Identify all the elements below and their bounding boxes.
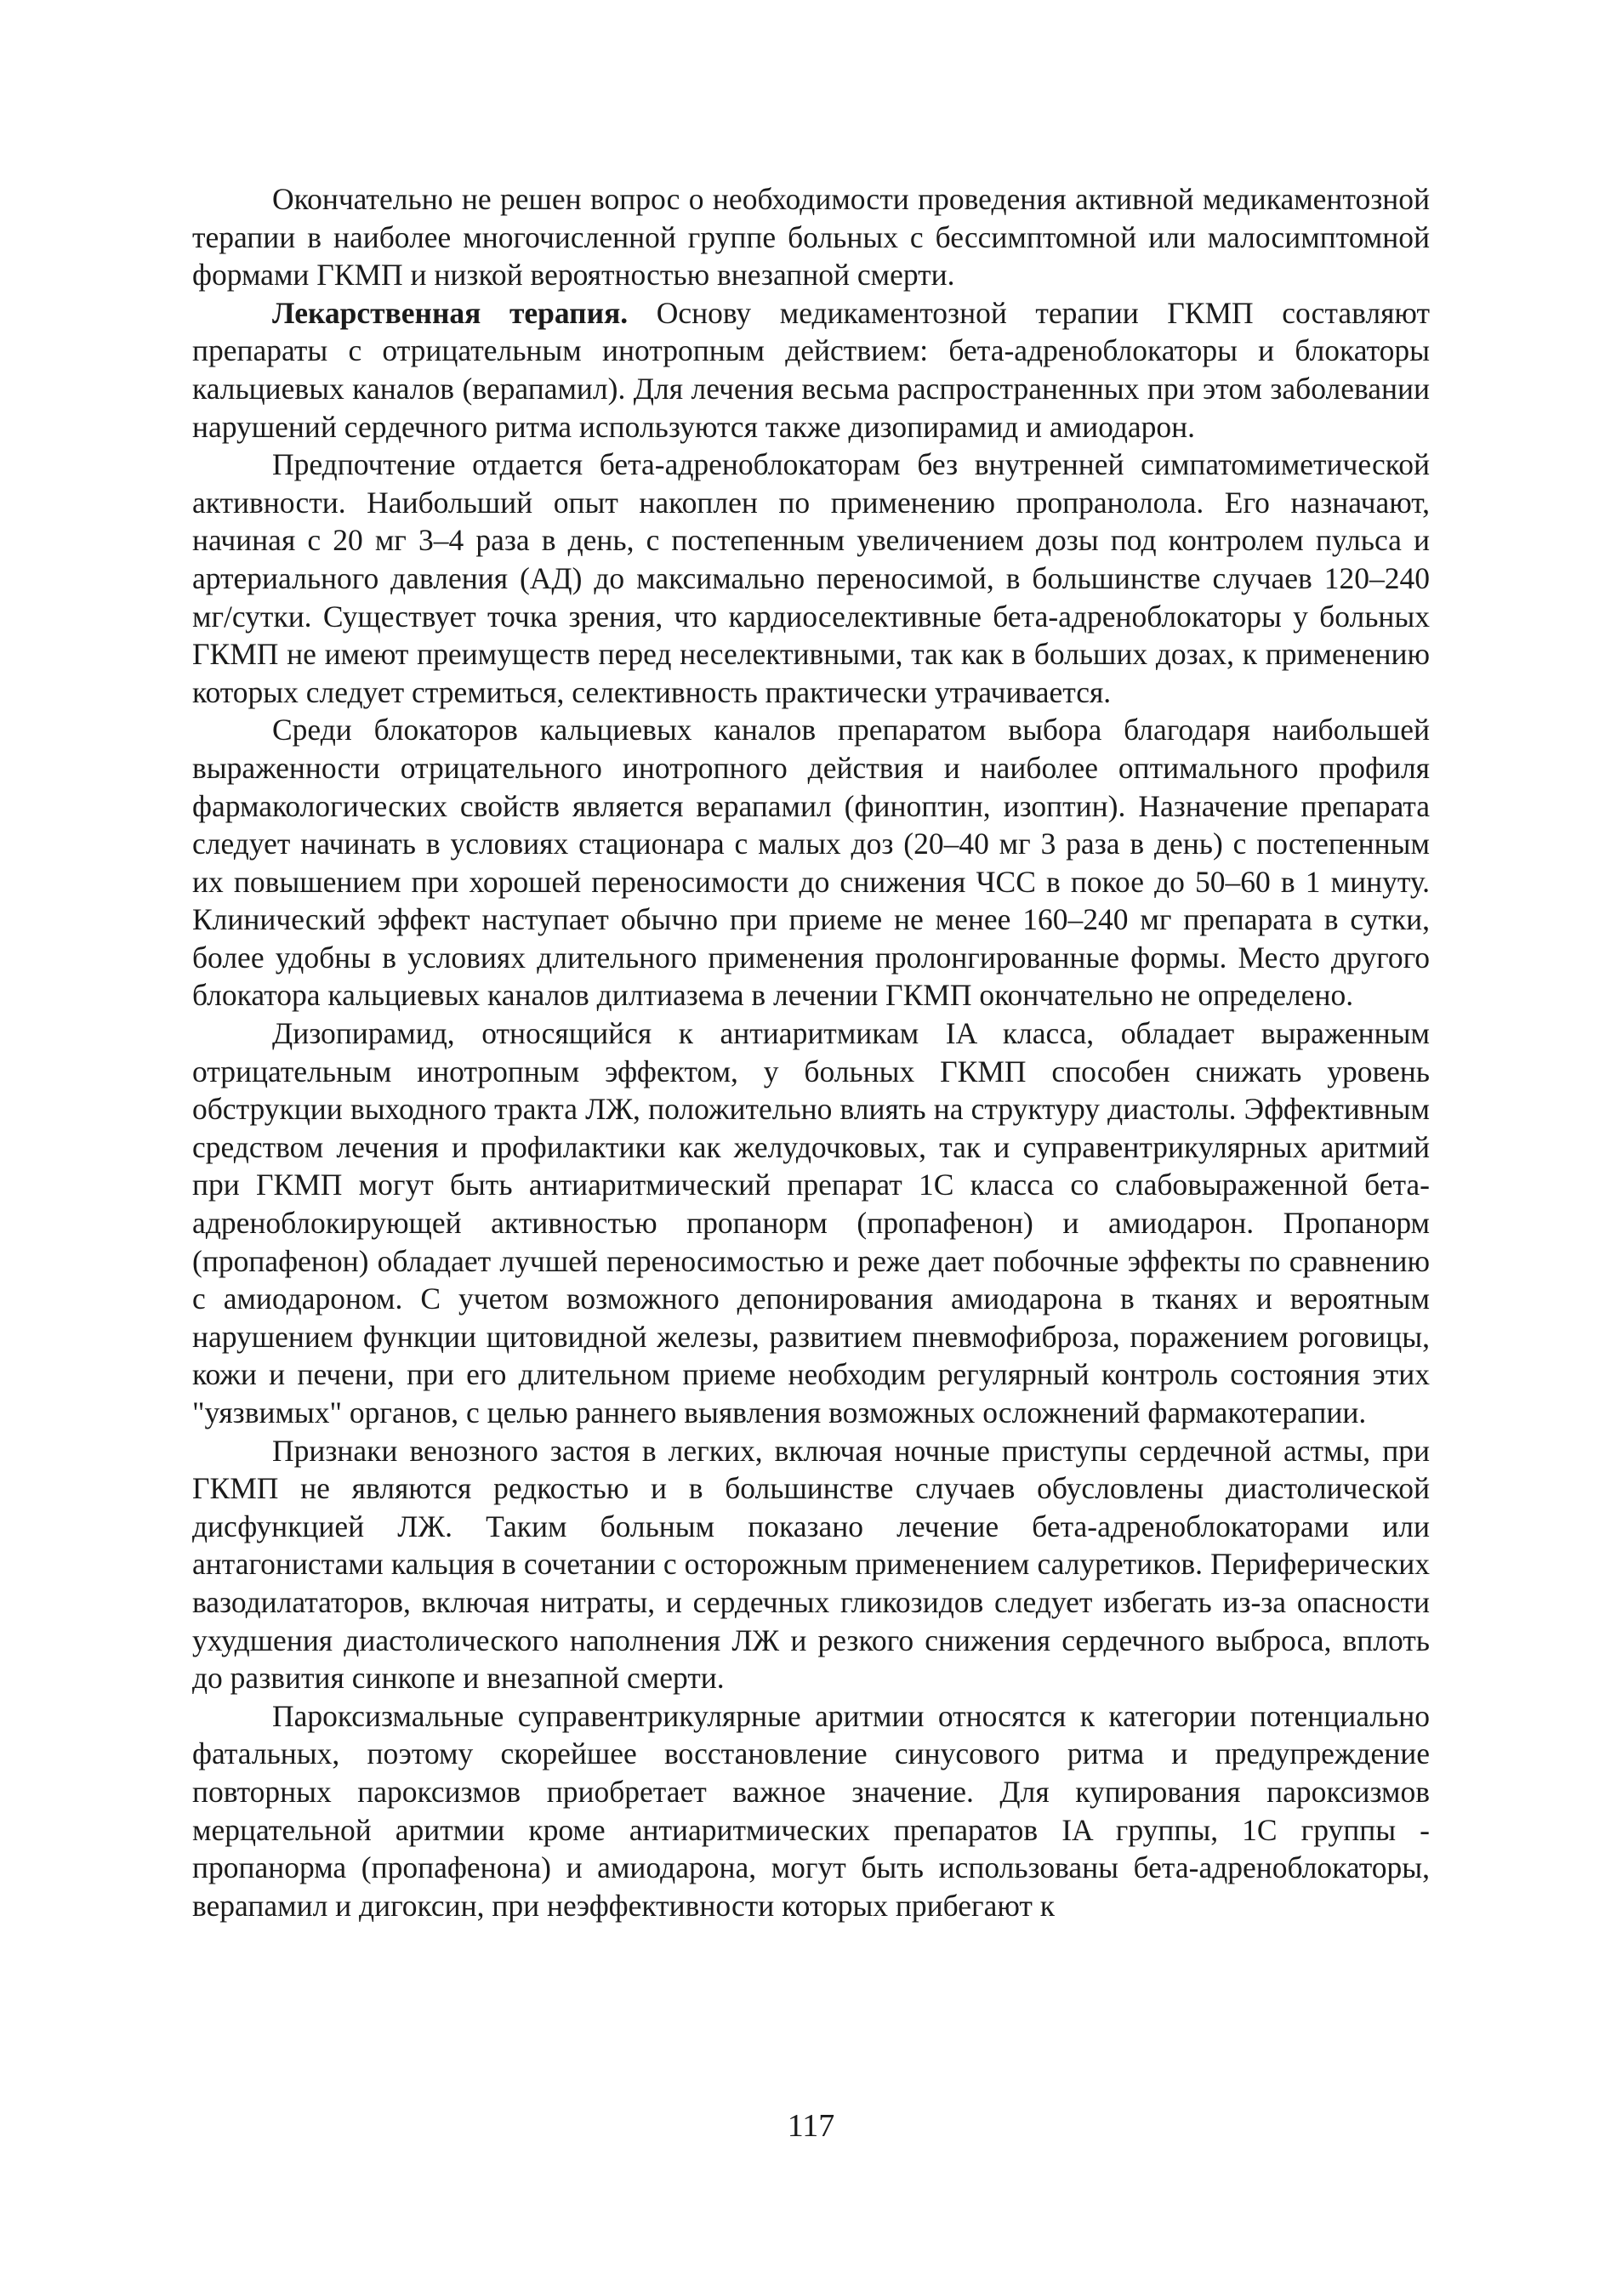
paragraph-7-text: Пароксизмальные суправентрикулярные аритмии относятся к категории потенциально фатальных, поэтому скорейшее восстановление синусового ритма и предупреждение повторных пароксизмов приобретает важное значение. Для купирования пароксизмов мерцательной аритмии кроме антиаритмических препаратов IA группы, 1С группы - пропанорма (пропафенона) и амиодарона, могут быть использованы бета-адреноблокаторы, верапамил и дигоксин, при неэффективности которых прибегают к (192, 1698, 1430, 1923)
paragraph-2 (192, 294, 1430, 446)
page-number: 117 (787, 2108, 835, 2144)
paragraph-1-text: Окончательно не решен вопрос о необходимости проведения активной медикаментозной терапии в наиболее многочисленной группе больных с бессимптомной или малосимптомной формами ГКМП и низкой вероятностью внезапной смерти. (192, 182, 1430, 293)
paragraph-6 (192, 1432, 1430, 1697)
paragraph-6-text: Признаки венозного застоя в легких, включая ночные приступы сердечной астмы, при ГКМП не являются редкостью и в большинстве случаев обусловлены диастолической дисфункцией ЛЖ. Таким больным показано лечение бета-адреноблокаторами или антагонистами кальция в сочетании с осторожным применением салуретиков. Периферических вазодилататоров, включая нитраты, и сердечных гликозидов следует избегать из-за опасности ухудшения диастолического наполнения ЛЖ и резкого снижения сердечного выброса, вплоть до развития синкопе и внезапной смерти. (192, 1433, 1430, 1696)
body-text (192, 180, 1430, 1924)
paragraph-3-text: Предпочтение отдается бета-адреноблокаторам без внутренней симпатомиметической активности. Наибольший опыт накоплен по применению пропранолола. Его назначают, начиная с 20 мг 3–4 раза в день, с постепенным увеличением дозы под контролем пульса и артериального давления (АД) до максимально переносимой, в большинстве случаев 120–240 мг/сутки. Существует точка зрения, что кардиоселективные бета-адреноблокаторы у больных ГКМП не имеют преимуществ перед неселективными, так как в больших дозах, к применению которых следует стремиться, селективность практически утрачивается. (192, 447, 1430, 709)
paragraph-5-text: Дизопирамид, относящийся к антиаритмикам IA класса, обладает выраженным отрицательным инотропным эффектом, у больных ГКМП способен снижать уровень обструкции выходного тракта ЛЖ, положительно влиять на структуру диастолы. Эффективным средством лечения и профилактики как желудочковых, так и суправентрикулярных аритмий при ГКМП могут быть антиаритмический препарат 1С класса со слабовыраженной бета-адреноблокирующей активностью пропанорм (пропафенон) и амиодарон. Пропанорм (пропафенон) обладает лучшей переносимостью и реже дает побочные эффекты по сравнению с амиодароном. С учетом возможного депонирования амиодарона в тканях и вероятным нарушением функции щитовидной железы, развитием пневмофиброза, поражением роговицы, кожи и печени, при его длительном приеме необходим регулярный контроль состояния этих "уязвимых" органов, с целью раннего выявления возможных осложнений фармакотерапии. (192, 1016, 1430, 1429)
paragraph-2-text: Основу медикаментозной терапии ГКМП составляют препараты с отрицательным инотропным действием: бета-адреноблокаторы и блокаторы кальциевых каналов (верапамил). Для лечения весьма распространенных при этом заболевании нарушений сердечного ритма используются также дизопирамид и амиодарон. (192, 295, 1431, 444)
paragraph-5 (192, 1014, 1430, 1432)
section-heading-drug-therapy: Лекарственная терапия. (272, 295, 629, 330)
paragraph-3 (192, 446, 1430, 711)
paragraph-7 (192, 1697, 1430, 1925)
paragraph-4-text: Среди блокаторов кальциевых каналов препаратом выбора благодаря наибольшей выраженности отрицательного инотропного действия и наиболее оптимального профиля фармакологических свойств является верапамил (финоптин, изоптин). Назначение препарата следует начинать в условиях стационара с малых доз (20–40 мг 3 раза в день) с постепенным их повышением при хорошей переносимости до снижения ЧСС в покое до 50–60 в 1 минуту. Клинический эффект наступает обычно при приеме не менее 160–240 мг препарата в сутки, более удобны в условиях длительного применения пролонгированные формы. Место другого блокатора кальциевых каналов дилтиазема в лечении ГКМП окончательно не определено. (192, 713, 1430, 1013)
paragraph-4 (192, 711, 1430, 1014)
paragraph-1 (192, 180, 1430, 294)
